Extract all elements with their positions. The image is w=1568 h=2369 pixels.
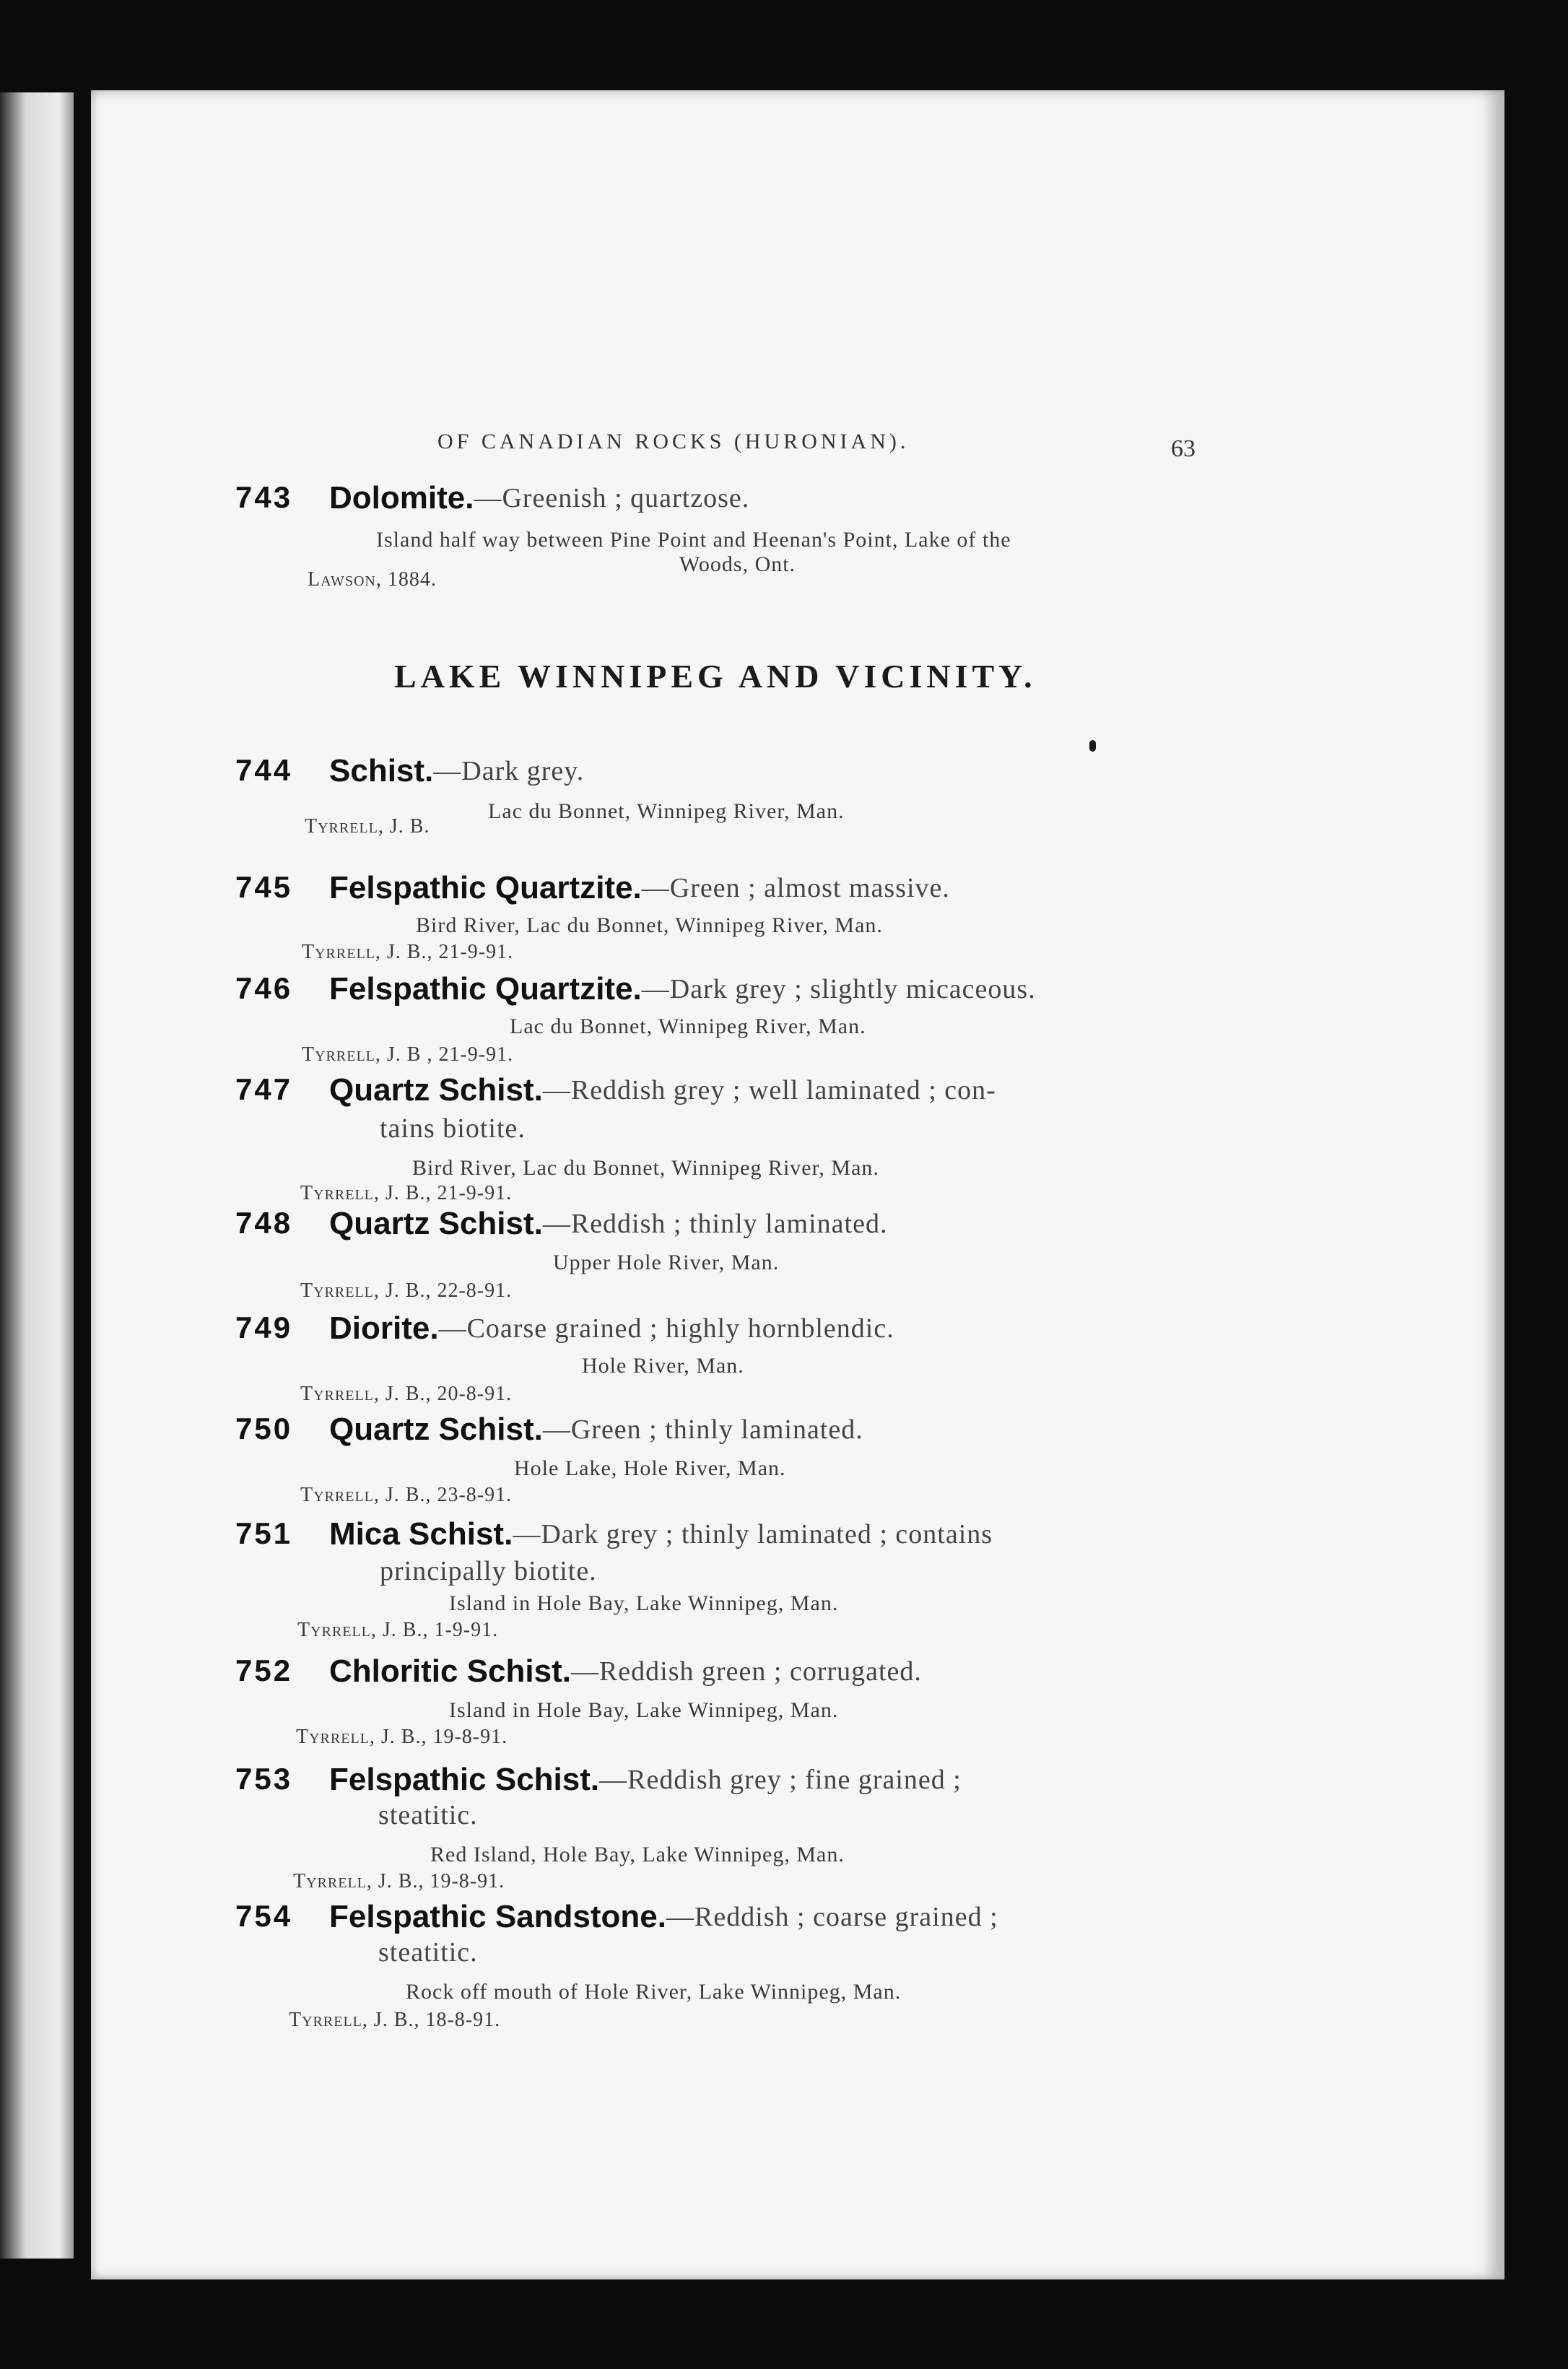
locality: Island in Hole Bay, Lake Winnipeg, Man. (449, 1591, 839, 1615)
facing-page-edge (0, 92, 74, 2259)
locality: Lac du Bonnet, Winnipeg River, Man. (488, 799, 845, 823)
rock-description: —Reddish grey ; fine grained ; (599, 1765, 962, 1795)
rock-name: Felspathic Quartzite.—Green ; almost massive. (329, 870, 950, 905)
locality: Island half way between Pine Point and Heenan's Point, Lake of the (376, 528, 1011, 552)
locality: Hole River, Man. (582, 1354, 744, 1378)
page-number: 63 (1171, 435, 1195, 462)
locality: Island in Hole Bay, Lake Winnipeg, Man. (449, 1698, 839, 1722)
catalogue-entry-745 (91, 870, 1504, 963)
catalogue-entry-743 (91, 480, 1504, 591)
locality-continued: Woods, Ont. (679, 552, 796, 576)
catalogue-entry-748 (91, 1206, 1504, 1302)
rock-name: Quartz Schist.—Reddish grey ; well laminated ; con- (329, 1072, 996, 1108)
collector: Tyrrell, J. B., 22-8-91. (300, 1279, 513, 1302)
locality: Bird River, Lac du Bonnet, Winnipeg River, Man. (416, 913, 883, 937)
rock-description: —Dark grey ; thinly laminated ; contains (513, 1519, 993, 1549)
collector: Tyrrell, J. B , 21-9-91. (302, 1043, 514, 1066)
entry-number: 745 (235, 870, 293, 904)
catalogue-entry-746 (91, 971, 1504, 1066)
entry-number: 749 (235, 1310, 293, 1344)
rock-name: Felspathic Quartzite.—Dark grey ; slightly micaceous. (329, 971, 1036, 1007)
catalogue-entry-753 (91, 1762, 1504, 1892)
rock-description-continued: steatitic. (378, 1800, 478, 1830)
locality: Bird River, Lac du Bonnet, Winnipeg River, Man. (412, 1156, 879, 1180)
collector: Tyrrell, J. B., 23-8-91. (300, 1484, 513, 1506)
locality: Red Island, Hole Bay, Lake Winnipeg, Man. (430, 1843, 845, 1866)
rock-description: —Reddish ; coarse grained ; (666, 1902, 998, 1932)
rock-description: —Green ; thinly laminated. (542, 1414, 863, 1445)
running-head: OF CANADIAN ROCKS (HURONIAN). (437, 430, 910, 453)
rock-name: Schist.—Dark grey. (329, 753, 585, 788)
ink-speck (1089, 740, 1096, 752)
rock-description: —Green ; almost massive. (641, 873, 950, 903)
locality: Rock off mouth of Hole River, Lake Winnipeg, Man. (406, 1980, 902, 2004)
rock-description: —Dark grey ; slightly micaceous. (641, 974, 1036, 1004)
rock-name: Diorite.—Coarse grained ; highly hornblendic. (329, 1310, 894, 1346)
rock-description: —Reddish green ; corrugated. (570, 1656, 922, 1687)
entry-number: 753 (235, 1762, 293, 1796)
collector: Lawson, 1884. (308, 568, 437, 591)
rock-name: Quartz Schist.—Reddish ; thinly laminated. (329, 1206, 888, 1241)
rock-name: Felspathic Schist.—Reddish grey ; fine grained ; (329, 1762, 962, 1797)
collector: Tyrrell, J. B., 1-9-91. (297, 1619, 499, 1641)
locality: Lac du Bonnet, Winnipeg River, Man. (510, 1014, 866, 1038)
collector: Tyrrell, J. B. (305, 815, 430, 838)
catalogue-entry-751 (91, 1516, 1504, 1641)
locality: Hole Lake, Hole River, Man. (514, 1456, 786, 1480)
entry-number: 748 (235, 1206, 293, 1240)
collector: Tyrrell, J. B., 19-8-91. (293, 1870, 505, 1892)
collector: Tyrrell, J. B., 21-9-91. (302, 941, 514, 963)
entry-number: 746 (235, 971, 293, 1005)
rock-description-continued: steatitic. (378, 1937, 478, 1968)
rock-description: —Greenish ; quartzose. (474, 483, 750, 513)
catalogue-entry-749 (91, 1310, 1504, 1405)
entry-number: 744 (235, 753, 293, 787)
collector: Tyrrell, J. B., 21-9-91. (300, 1182, 513, 1204)
entry-number: 750 (235, 1412, 293, 1446)
collector: Tyrrell, J. B., 19-8-91. (296, 1726, 508, 1748)
rock-name: Chloritic Schist.—Reddish green ; corrugated. (329, 1653, 922, 1689)
collector: Tyrrell, J. B., 20-8-91. (300, 1383, 513, 1405)
catalogue-entry-744 (91, 753, 1504, 838)
rock-name: Quartz Schist.—Green ; thinly laminated. (329, 1412, 863, 1447)
rock-description: —Coarse grained ; highly hornblendic. (438, 1313, 894, 1344)
collector: Tyrrell, J. B., 18-8-91. (289, 2009, 501, 2031)
catalogue-entry-750 (91, 1412, 1504, 1506)
book-page (91, 90, 1504, 2279)
entry-number: 747 (235, 1072, 293, 1106)
entry-number: 754 (235, 1899, 293, 1933)
entry-number: 752 (235, 1653, 293, 1687)
rock-description: —Dark grey. (433, 756, 585, 786)
catalogue-entry-747 (91, 1072, 1504, 1204)
locality: Upper Hole River, Man. (553, 1251, 780, 1274)
rock-name: Felspathic Sandstone.—Reddish ; coarse grained ; (329, 1899, 998, 1934)
rock-name: Dolomite.—Greenish ; quartzose. (329, 480, 750, 516)
catalogue-entry-754 (91, 1899, 1504, 2031)
rock-description-continued: principally biotite. (380, 1556, 597, 1586)
section-heading: LAKE WINNIPEG AND VICINITY. (394, 658, 1037, 695)
catalogue-entry-752 (91, 1653, 1504, 1748)
entry-number: 751 (235, 1516, 293, 1550)
rock-name: Mica Schist.—Dark grey ; thinly laminated ; contains (329, 1516, 993, 1552)
entry-number: 743 (235, 480, 293, 514)
rock-description: —Reddish grey ; well laminated ; con- (542, 1075, 996, 1105)
rock-description-continued: tains biotite. (380, 1113, 526, 1144)
rock-description: —Reddish ; thinly laminated. (542, 1209, 888, 1239)
